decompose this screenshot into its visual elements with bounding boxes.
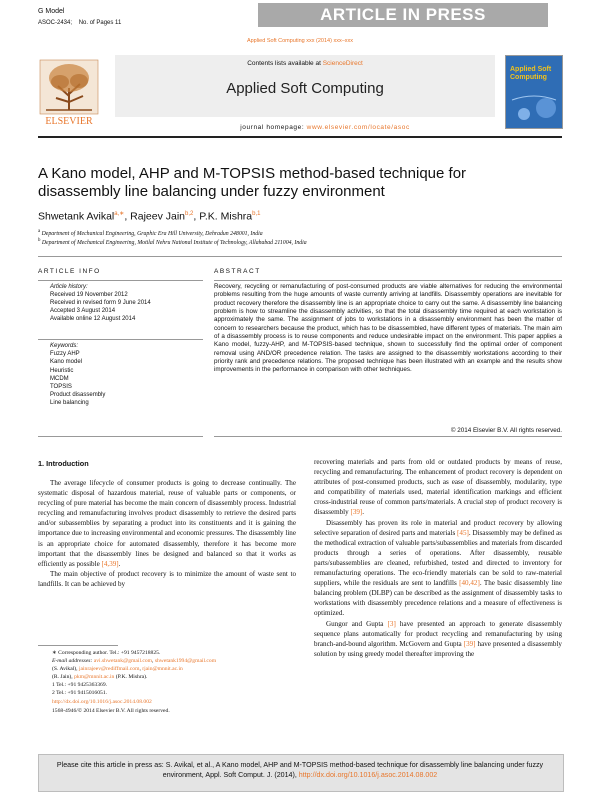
article-info-rule xyxy=(38,339,203,340)
paragraph-text: The main objective of product recovery is to minimize the amount of waste sent to landfills. It can be achieved by xyxy=(38,569,296,588)
affiliation-text: Department of Mechanical Engineering, Motilal Nehru National Institute of Technology, Allahabad 211004, India xyxy=(41,239,307,246)
publisher-logo-text: ELSEVIER xyxy=(45,116,93,127)
paragraph-text: Gungor and Gupta xyxy=(326,619,388,628)
email-link[interactable]: jainrajeev@rediffmail.com xyxy=(78,666,140,673)
footnotes: ∗ Corresponding author. Tel.: +91 9457218825. E-mail addresses: avi.shwetank@gmail.com, shwetank1994@gmail.com (S. Avikal), jainrajeev@rediffmail.com, rjain@mnnit.ac.in (R. Jain), pkm@mnnit.ac.in (P.K. Mishra). 1 Tel.: +91 9425363369. 2 Tel.: +91 9415016051. xyxy=(52,650,217,697)
affiliation-text: Department of Mechanical Engineering, Graphic Era Hill University, Dehradun 248001, India xyxy=(41,230,263,237)
corresponding-author-note: ∗ Corresponding author. Tel.: +91 9457218825. xyxy=(52,650,161,656)
paragraph xyxy=(314,518,562,619)
sciencedirect-link[interactable]: ScienceDirect xyxy=(322,60,363,67)
homepage-link[interactable]: www.elsevier.com/locate/asoc xyxy=(306,124,410,131)
keyword: Product disassembly xyxy=(50,392,106,399)
paragraph xyxy=(38,569,296,589)
keyword: Line balancing xyxy=(50,400,89,407)
keyword: TOPSIS xyxy=(50,384,72,391)
article-info-rule xyxy=(38,436,203,437)
page-count: No. of Pages 11 xyxy=(78,20,122,26)
paragraph-text: Disassembly has proven its role in material and product recovery by allowing selective separation of desired parts and materials xyxy=(314,518,562,537)
paragraph xyxy=(314,457,562,518)
affiliation-mark: a xyxy=(38,229,41,234)
abstract-copyright: © 2014 Elsevier B.V. All rights reserved. xyxy=(450,427,562,434)
abstract-rule xyxy=(214,436,562,437)
email-owner: (R. Jain), xyxy=(52,674,75,681)
abstract-text: Recovery, recycling or remanufacturing of post-consumed products are viable alternatives for reducing the environmental problems resulting from the huge amounts of waste currently arriving at landfills. Disassembly operations are inevitable for product recovery therefore the disassembly line is an appropriate choice to carry out the same. A disassembly line balancing problem is how to streamline the disassembly activities, so that the total disassembly time required at each workstation is approximately the same. The assignment of jobs to workstations in a disassembly environment has been the matter of concern to researchers because the product, which has to be disassembled, have different types of materials. The main aim of a disassembly process is to reuse components and reduce undesirable impact on the environment. This paper applies a Kano model, fuzzy-AHP, and M-TOPSIS-based technique, shown to successfully find the optimal order of component removal using AND/OR precedence relation. The tasks are assigned to the disassembly workstations according to their priority rank and precedence relations. The proposed technique has been illustrated with an example and the results show improvements in the performance in comparison with other techniques. xyxy=(214,283,562,374)
email-link[interactable]: rjain@mnnit.ac.in xyxy=(142,666,183,673)
paper-title: A Kano model, AHP and M-TOPSIS method-based technique for disassembly line balancing under fuzzy environment xyxy=(38,165,467,200)
journal-name: Applied Soft Computing xyxy=(226,80,384,97)
author-name: Shwetank Avikal xyxy=(38,210,115,223)
journal-reference-top[interactable]: Applied Soft Computing xxx (2014) xxx–xxx xyxy=(246,38,354,44)
paragraph xyxy=(38,478,296,569)
cover-title: Applied Soft Computing xyxy=(510,66,552,81)
citation-link[interactable]: [39] xyxy=(463,639,476,648)
author-marks[interactable]: b,2 xyxy=(185,211,194,217)
elsevier-logo xyxy=(38,58,100,128)
paragraph-text: . The basic disassembly line balancing problem (DLBP) can be described as the assignment of disassembly tasks to workstations with disassembly precedence relations and a measure of effectiveness is optimized. xyxy=(314,579,562,618)
paragraph-text: . xyxy=(362,508,365,517)
paragraph-text: recovering materials and parts from old or outdated products by means of reuse, recycling and remanufacturing. The enhancement of product recovery is dependent on attributes of post-consumed products, such as ease of disassembly, modularity, type and compatibility of materials used, material identification markings and efficient cross-industrial reuse of common parts/materials. A crucial step of product recovery is disassembly xyxy=(314,458,562,517)
history-item: Accepted 3 August 2014 xyxy=(50,308,116,315)
citation-doi-link[interactable]: http://dx.doi.org/10.1016/j.asoc.2014.08.002 xyxy=(298,771,438,779)
issn-line: 1568-4946/© 2014 Elsevier B.V. All rights reserved. xyxy=(52,708,170,714)
history-item: Available online 12 August 2014 xyxy=(50,316,136,323)
elsevier-tree-icon xyxy=(38,58,100,128)
citation-link[interactable]: [4,39] xyxy=(101,559,119,568)
contents-line xyxy=(115,60,495,67)
author-name: P.K. Mishra xyxy=(199,210,253,223)
article-info-heading: ARTICLE INFO xyxy=(38,268,101,275)
abstract-rule xyxy=(214,280,562,281)
paragraph-text: . xyxy=(118,559,121,568)
citation-text xyxy=(45,760,555,780)
homepage-prefix: journal homepage: xyxy=(240,124,307,131)
doi-link[interactable]: http://dx.doi.org/10.1016/j.asoc.2014.08.002 xyxy=(52,699,152,705)
g-model-label: G Model xyxy=(38,8,65,15)
title-divider xyxy=(38,256,562,257)
footnote-rule xyxy=(38,645,118,646)
citation-link[interactable]: [40,42] xyxy=(459,579,480,588)
citation-link[interactable]: [3] xyxy=(387,619,396,628)
author-marks[interactable]: b,1 xyxy=(252,211,261,217)
keyword: Heuristic xyxy=(50,367,74,374)
header-divider xyxy=(38,136,562,138)
affiliation xyxy=(38,238,558,246)
email-link[interactable]: pkm@mnnit.ac.in xyxy=(74,674,115,681)
article-id: ASOC-2434; xyxy=(38,20,73,26)
keyword: Fuzzy AHP xyxy=(50,351,80,358)
paragraph xyxy=(314,619,562,659)
citation-link[interactable]: [45] xyxy=(457,528,469,537)
email-label: E-mail addresses: xyxy=(52,658,94,665)
paragraph-text: The average lifecycle of consumer products is going to decrease continually. The systematic disposal of hazardous material, reuse of valuable parts or components, or recycling of pure material has become the main concern of disassembly process. Industrial recycling and remanufacturing involves product disassembly to retrieve the desired parts and/or subassemblies by separating a product into its constituents and it is gaining the importance due to increasing environmental and economic pressures. The disassembly line is an appropriate choice for automated disassembly, therefore it has become more important that the disassembly lines be designed and balanced so that it works as efficiently as possible xyxy=(38,479,296,568)
citation-prefix: Please cite this article in press as: S. Avikal, et al., A Kano model, AHP and M-TOPSIS method-based technique for disassembly line balancing under fuzzy environment, Appl. Soft Comput. J. (2014), xyxy=(56,761,544,779)
section-heading-introduction: 1. Introduction xyxy=(38,459,89,468)
history-item: Received 19 November 2012 xyxy=(50,292,128,299)
abstract-heading: ABSTRACT xyxy=(214,268,261,275)
article-history xyxy=(50,283,200,323)
history-item: Received in revised form 9 June 2014 xyxy=(50,300,151,307)
telephone-note: 2 Tel.: +91 9415016051. xyxy=(52,690,108,697)
body-left-column xyxy=(38,478,296,589)
author-marks[interactable]: a,∗ xyxy=(114,211,125,217)
paragraph-text: . Disassembly may be defined as the methodical extraction of valuable parts/subassemblies and materials from discarded products through a series of operations. After disassembly, reusable parts/subassemblies are cleaned, refurbished, tested and directed to inventory for remanufacturing operations. The eco-friendly materials can be sold to raw-material suppliers, while the residuals are sent to landfills xyxy=(314,528,563,588)
email-owner: (P.K. Mishra). xyxy=(114,674,148,681)
telephone-note: 1 Tel.: +91 9425363369. xyxy=(52,682,108,689)
homepage-line xyxy=(115,124,535,131)
email-link[interactable]: shwetank1994@gmail.com xyxy=(154,658,217,665)
contents-prefix: Contents lists available at xyxy=(247,60,323,67)
keywords-label: Keywords: xyxy=(50,343,79,349)
affiliation xyxy=(38,229,558,237)
paragraph-text: have presented an approach to generate disassembly sequence plans automatically for product recycling and remanufacturing by using branch-and-bound algorithm. McGovern and Gupta xyxy=(314,619,562,648)
history-label: Article history: xyxy=(50,284,88,290)
email-owner: (S. Avikal), xyxy=(52,666,79,673)
email-link[interactable]: avi.shwetank@gmail.com xyxy=(93,658,153,665)
keyword: MCDM xyxy=(50,375,69,382)
article-id-line xyxy=(38,20,121,26)
paragraph-text: have presented a disassembly solution by using greedy model thereafter improving the xyxy=(314,639,562,658)
keywords xyxy=(50,342,200,408)
body-right-column xyxy=(314,457,562,659)
author-list: Shwetank Avikal$^{a,∗}$, Rajeev Jain$^{b,2}$, P.K. Mishra$^{b,1}$ xyxy=(38,210,261,223)
article-info-rule xyxy=(38,280,203,281)
citation-link[interactable]: [39] xyxy=(350,508,363,517)
article-in-press-banner: ARTICLE IN PRESS xyxy=(258,3,548,27)
affiliation-mark: b xyxy=(38,238,41,243)
keyword: Kano model xyxy=(50,359,83,366)
author-name: Rajeev Jain xyxy=(130,210,186,223)
